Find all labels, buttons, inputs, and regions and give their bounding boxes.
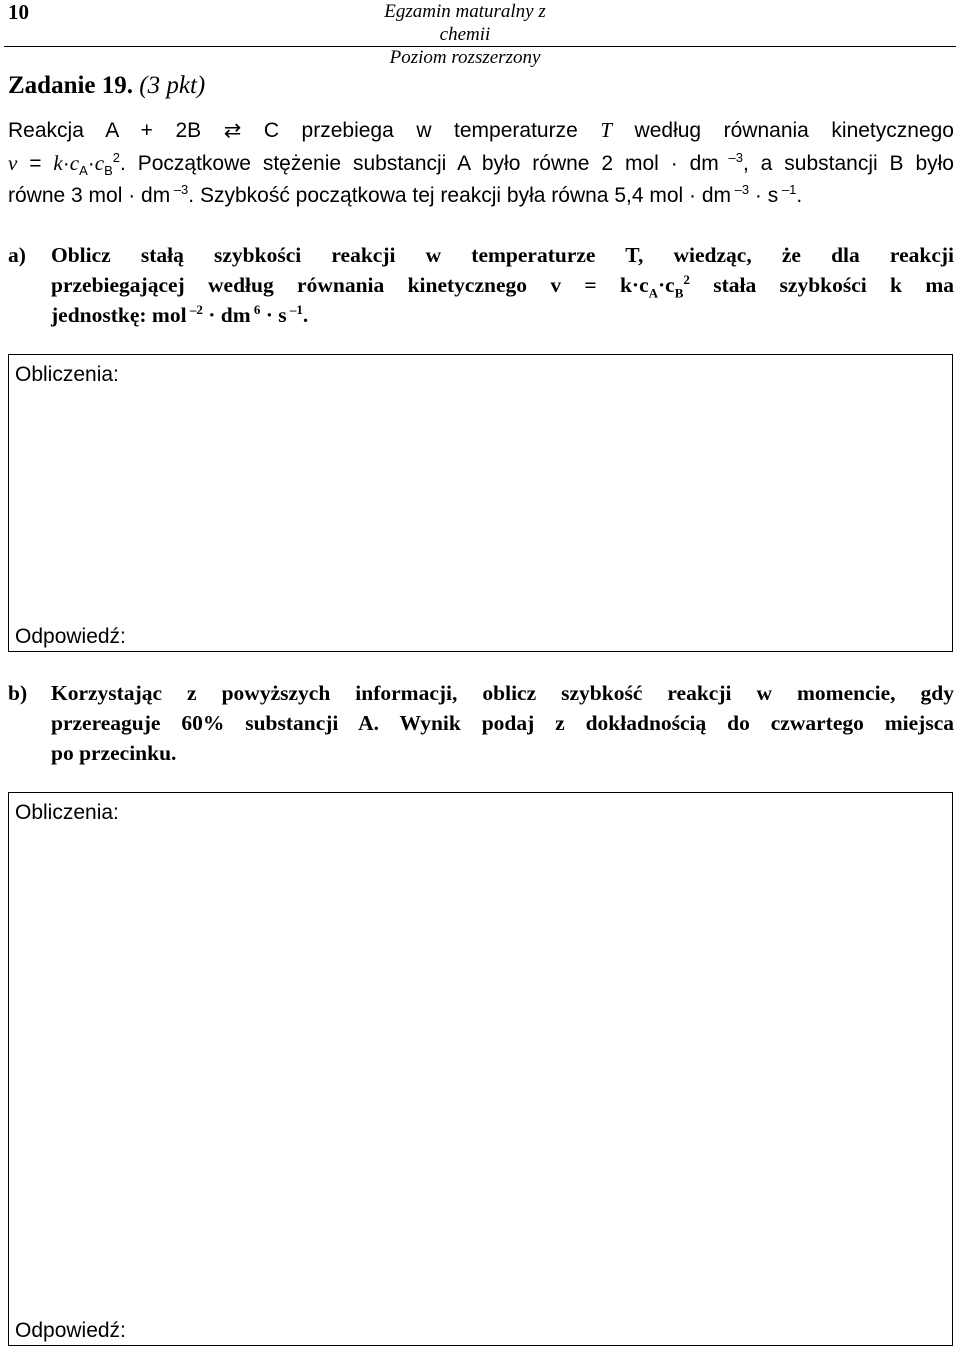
- subscript: B: [104, 163, 113, 179]
- superscript: –3: [170, 182, 189, 197]
- superscript: –1: [778, 182, 797, 197]
- page-header: [0, 0, 960, 68]
- part-a-text: przebiegającej według równania kinetycznego v = k·c: [51, 273, 649, 297]
- part-a-answer-label: Odpowiedź:: [15, 625, 126, 648]
- intro-line-2: [8, 147, 954, 180]
- part-a-text: ·c: [658, 273, 675, 297]
- exam-title-line2: Poziom rozszerzony: [389, 47, 541, 68]
- part-a-answer-box[interactable]: [8, 354, 953, 652]
- concentration-symbol: c: [94, 151, 105, 175]
- part-a-text: jednostkę: mol: [51, 303, 187, 327]
- superscript: 2: [683, 271, 690, 287]
- intro-text: . Początkowe stężenie substancji A było równe 2 mol · dm: [119, 152, 719, 175]
- concentration-symbol: c: [69, 151, 80, 175]
- part-a-text: · dm: [202, 303, 251, 327]
- superscript: –3: [718, 150, 743, 165]
- part-a-line-3: [51, 300, 954, 330]
- part-b-question: [8, 678, 954, 768]
- intro-text: według równania kinetycznego: [612, 119, 954, 142]
- part-b-label: b): [8, 681, 28, 705]
- subscript: B: [674, 285, 684, 301]
- intro-text: C przebiega w temperaturze: [241, 119, 601, 142]
- page-number: 10: [8, 0, 29, 24]
- part-a-line-1: Oblicz stałą szybkości reakcji w temperaturze T, wiedząc, że dla reakcji: [51, 243, 954, 267]
- intro-text: równe 3 mol · dm: [8, 184, 171, 207]
- superscript: –3: [731, 182, 750, 197]
- part-a-calculations-label: Obliczenia:: [15, 363, 119, 386]
- rate-constant-symbol: k: [53, 151, 63, 175]
- part-a-question: [8, 240, 954, 330]
- intro-text: . Szybkość początkowa tej reakcji była równa 5,4 mol · dm: [188, 184, 732, 207]
- rate-symbol: v: [8, 151, 18, 175]
- part-a-label: a): [8, 243, 26, 267]
- part-a-text: stała szybkości k ma: [689, 273, 954, 297]
- part-b-line-2: przereaguje 60% substancji A. Wynik podaj z dokładnością do czwartego miejsca: [51, 711, 954, 735]
- part-b-answer-label: Odpowiedź:: [15, 1319, 126, 1342]
- superscript: 6: [250, 301, 261, 317]
- part-a-text: · s: [260, 303, 287, 327]
- part-b-calculations-label: Obliczenia:: [15, 801, 119, 824]
- part-b-line-1: Korzystając z powyższych informacji, oblicz szybkość reakcji w momencie, gdy: [51, 681, 954, 705]
- header-divider: [4, 46, 956, 47]
- superscript: 2: [112, 150, 120, 165]
- superscript: –1: [286, 301, 303, 317]
- equilibrium-arrow-icon: ⇄: [223, 119, 242, 142]
- intro-text: · s: [749, 184, 779, 207]
- intro-text: , a substancji B było: [742, 152, 954, 175]
- part-a-text: .: [302, 303, 309, 327]
- intro-line-3: [8, 180, 954, 212]
- intro-text: Reakcja A + 2B: [8, 119, 224, 142]
- intro-text: .: [796, 184, 803, 207]
- exam-title-line1: Egzamin maturalny z chemii: [384, 1, 546, 45]
- intro-text: =: [17, 152, 54, 175]
- task-number: Zadanie 19.: [8, 72, 134, 99]
- temperature-symbol: T: [600, 118, 612, 142]
- exam-title: [360, 0, 570, 69]
- subscript: A: [648, 285, 659, 301]
- intro-text: ·: [62, 152, 70, 175]
- superscript: –2: [186, 301, 203, 317]
- part-b-answer-box[interactable]: [8, 792, 953, 1346]
- subscript: A: [79, 163, 88, 179]
- part-a-line-2: [51, 270, 954, 300]
- task-title: [8, 72, 205, 100]
- task-points: (3 pkt): [139, 72, 206, 99]
- part-b-line-3: po przecinku.: [51, 741, 177, 765]
- task-intro: [8, 114, 954, 212]
- intro-text: ·: [87, 152, 95, 175]
- intro-line-1: [8, 114, 954, 147]
